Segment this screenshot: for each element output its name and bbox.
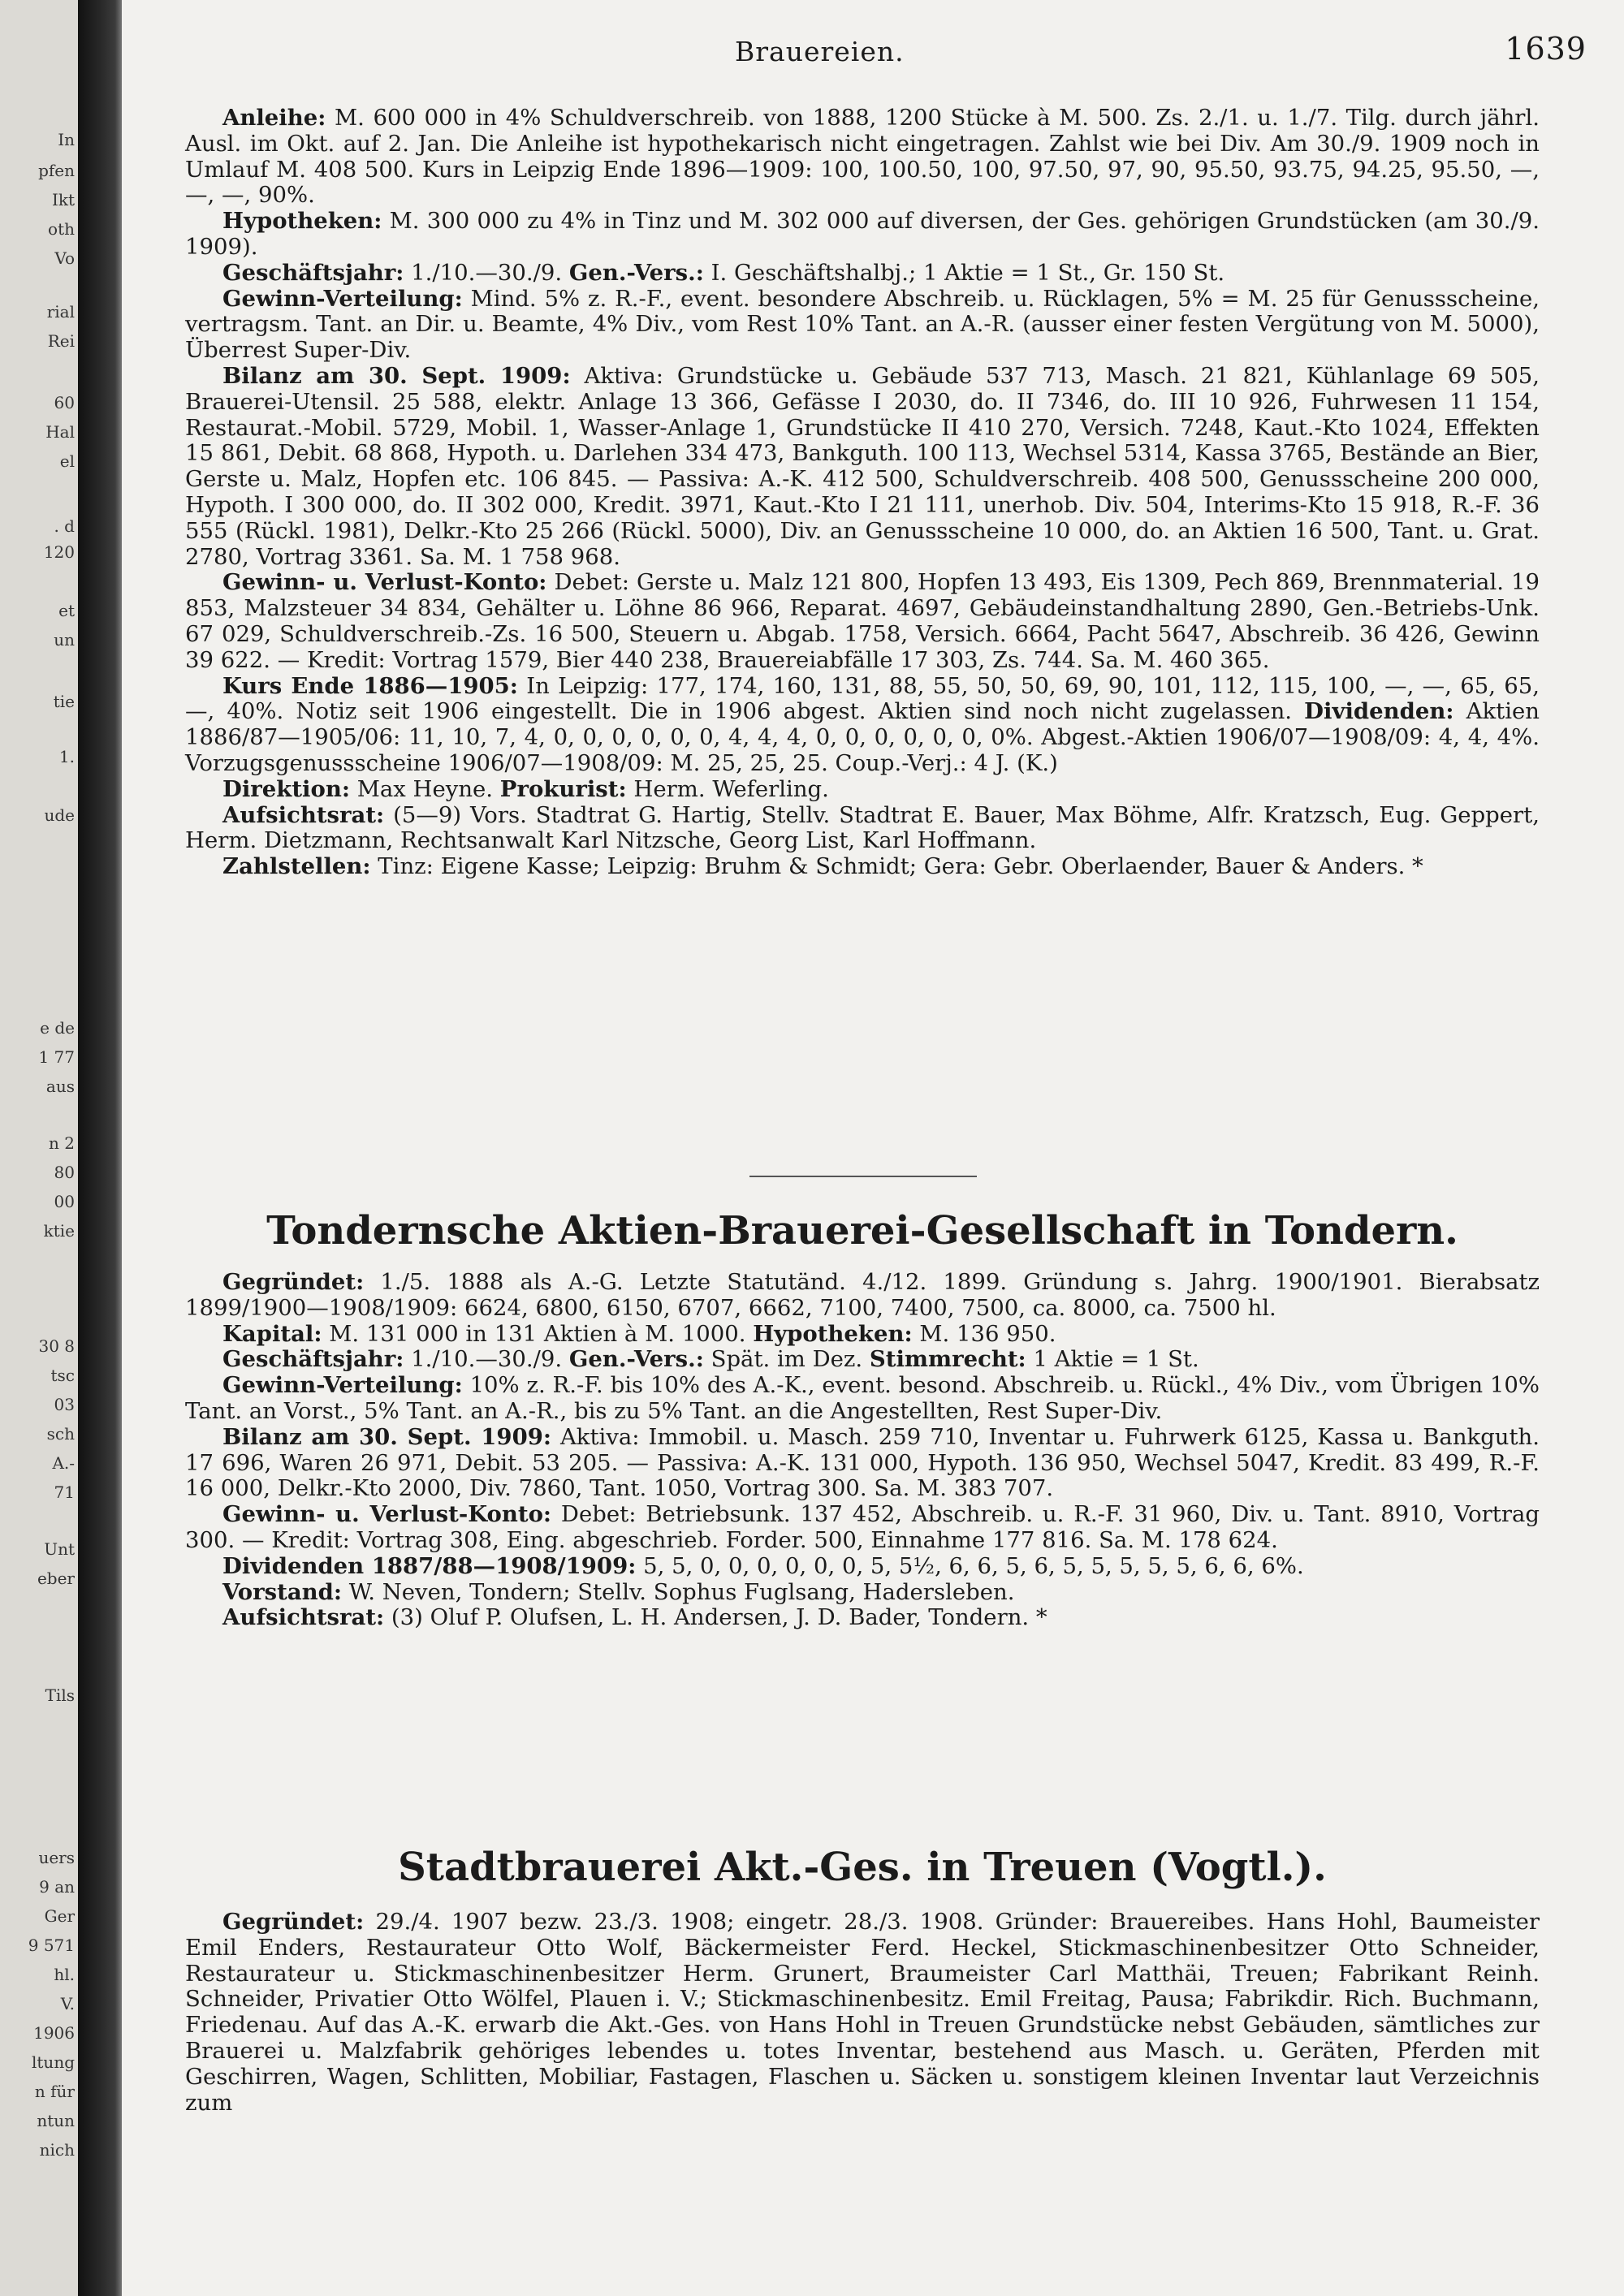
entry-paragraph [185, 674, 1540, 777]
margin-fragment: Ger [44, 1906, 75, 1926]
margin-fragment: Tils [45, 1685, 75, 1705]
entry-paragraph [185, 1910, 1540, 2116]
entry-paragraph [185, 106, 1540, 209]
field-text: Aktiva: Grundstücke u. Gebäude 537 713, Masch. 21 821, Kühlanlage 69 505, Brauerei-Utensil. 25 588, elektr. Anlage 13 366, Gefässe I 2030, do. II 7346, do. III 10 926, Fuhrwesen 11 154, Restaurat.-Mobil. 5729, Mobil. 1, Wasser-Anlage 1, Grundstücke II 410 270, Versich. 7248, Kaut.-Kto 1024, Effekten 15 861, Debit. 68 868, Hypoth. u. Darlehen 334 473, Bankguth. 100 113, Wechsel 5314, Kassa 3765, Bestände an Bier, Gerste u. Malz, Hopfen etc. 106 845. — Passiva: A.-K. 412 500, Schuldverschreib. 408 500, Genussscheine 200 000, Hypoth. I 300 000, do. II 302 000, Kredit. 3971, Kaut.-Kto I 21 111, unerhob. Div. 504, Interims-Kto 15 918, R.-F. 36 555 (Rückl. 1981), Delkr.-Kto 25 266 (Rückl. 5000), Div. an Genussscheine 10 000, do. an Aktien 16 500, Tant. u. Grat. 2780, Vortrag 3361. Sa. M. 1 758 968. [185, 362, 1540, 570]
field-text: M. 300 000 zu 4% in Tinz und M. 302 000 auf diversen, der Ges. gehörigen Grundstücken (am 30./9. 1909). [185, 208, 1540, 260]
margin-fragment: un [54, 630, 75, 650]
entry-paragraph [185, 854, 1540, 880]
margin-fragment: 60 [54, 393, 75, 412]
running-title: Brauereien. [735, 36, 905, 67]
field-label: Gen.-Vers.: [568, 259, 704, 286]
field-text: Debet: Betriebsunk. 137 452, Abschreib. u. R.-F. 31 960, Div. u. Tant. 8910, Vortrag 300. — Kredit: Vortrag 308, Eing. abgeschrieb. Forder. 500, Einnahme 177 816. Sa. M. 178 624. [185, 1501, 1540, 1553]
field-label: Bilanz am 30. Sept. 1909: [222, 362, 571, 389]
margin-fragment: Hal [45, 422, 75, 442]
field-text: Herm. Weferling. [626, 775, 829, 802]
margin-fragment: Vo [54, 248, 75, 268]
company-heading: Stadtbrauerei Akt.-Ges. in Treuen (Vogtl.). [398, 1845, 1327, 1890]
margin-fragment: nich [39, 2140, 75, 2160]
entry-paragraph [185, 287, 1540, 364]
field-label: Hypotheken: [222, 208, 382, 235]
entry-paragraph [185, 1373, 1540, 1425]
entry-paragraph [185, 1425, 1540, 1502]
entry-paragraph [185, 364, 1540, 570]
field-label: Aufsichtsrat: [222, 801, 385, 828]
field-label: Vorstand: [222, 1578, 343, 1605]
margin-fragment: 80 [54, 1163, 75, 1182]
book-page [122, 0, 1624, 2296]
field-label: Kurs Ende 1886—1905: [222, 672, 518, 699]
field-label: Gegründet: [222, 1909, 365, 1935]
field-label: Geschäftsjahr: [222, 259, 404, 286]
margin-fragment: pfen [38, 161, 75, 180]
field-text: Mind. 5% z. R.-F., event. besondere Abschreib. u. Rücklagen, 5% = M. 25 für Genussscheine, vertragsm. Tant. an Dir. u. Beamte, 4% Div., vom Rest 10% Tant. an A.-R. (ausser einer festen Vergütung von M. 5000), Überrest Super-Div. [185, 285, 1540, 364]
field-text: Debet: Gerste u. Malz 121 800, Hopfen 13 493, Eis 1309, Pech 869, Brennmaterial. 19 853, Malzsteuer 34 834, Gehälter u. Löhne 86 966, Reparat. 4697, Gebäudeinstandhaltung 2890, Gen.-Betriebs-Unk. 67 029, Schuldverschreib.-Zs. 16 500, Steuern u. Abgab. 1758, Versich. 6664, Pacht 5647, Abschreib. 36 426, Gewinn 39 622. — Kredit: Vortrag 1579, Bier 440 238, Brauereiabfälle 17 303, Zs. 744. Sa. M. 460 365. [185, 569, 1540, 673]
field-label: Gegründet: [222, 1269, 365, 1295]
field-text: 29./4. 1907 bezw. 23./3. 1908; eingetr. 28./3. 1908. Gründer: Brauereibes. Hans Hohl, Baumeister Emil Enders, Restaurateur Otto Wolf, Bäckermeister Ferd. Heckel, Stickmaschinenbesitzer Otto Schneider, Restaurateur u. Stickmaschinenbesitzer Herm. Grunert, Braumeister Carl Matthäi, Treuen; Fabrikant Reinh. Schneider, Privatier Otto Wölfel, Plauen i. V.; Stickmaschinenbesitz. Emil Freitag, Pausa; Fabrikdir. Rich. Buchmann, Friedenau. Auf das A.-K. erwarb die Akt.-Ges. von Hans Hohl in Treuen Grundstücke nebst Gebäuden, sämtliches zur Brauerei u. Malzfabrik gehöriges lebendes u. totes Inventar, bestehend aus Masch. u. Geräten, Pferden mit Geschirren, Wagen, Schlitten, Mobiliar, Fastagen, Flaschen u. Säcken u. sonstigem kleinen Inventar laut Verzeichnis zum [185, 1909, 1540, 2116]
entry-paragraph [185, 570, 1540, 673]
margin-fragment: Rei [47, 331, 75, 351]
margin-fragment: V. [60, 1994, 75, 2013]
margin-fragment: ktie [43, 1221, 75, 1241]
margin-fragment: tsc [50, 1366, 75, 1385]
field-text: Max Heyne. [349, 775, 500, 802]
margin-fragment: 03 [54, 1395, 75, 1414]
field-label: Gewinn-Verteilung: [222, 1372, 463, 1399]
entry-paragraph [185, 1270, 1540, 1322]
field-text: 1./10.—30./9. [404, 259, 569, 286]
section-divider [749, 1176, 977, 1177]
margin-fragment: el [59, 451, 75, 471]
field-label: Gewinn-Verteilung: [222, 285, 463, 312]
margin-fragment: uers [38, 1848, 75, 1867]
margin-fragment: In [58, 130, 75, 149]
entry-paragraph [185, 1580, 1540, 1606]
field-text: 1./5. 1888 als A.-G. Letzte Statutänd. 4./12. 1899. Gründung s. Jahrg. 1900/1901. Bierabsatz 1899/1900—1908/1909: 6624, 6800, 6150, 6707, 6662, 7100, 7400, 7500, ca. 8000, ca. 7500 hl. [185, 1269, 1540, 1321]
margin-fragment: et [58, 601, 75, 620]
margin-fragment: ltung [32, 2052, 75, 2072]
margin-fragment: 71 [54, 1482, 75, 1502]
margin-fragment: 1906 [33, 2023, 75, 2043]
field-text: Spät. im Dez. [703, 1346, 870, 1373]
field-label: Gewinn- u. Verlust-Konto: [222, 569, 547, 596]
margin-fragment: n für [34, 2082, 75, 2101]
margin-fragment: n 2 [49, 1133, 75, 1153]
field-text: I. Geschäftshalbj.; 1 Aktie = 1 St., Gr. 150 St. [703, 259, 1225, 286]
margin-fragment: Unt [44, 1539, 75, 1559]
field-text: 10% z. R.-F. bis 10% des A.-K., event. besond. Abschreib. u. Rückl., 4% Div., vom Übrigen 10% Tant. an Vorst., 5% Tant. an A.-R., bis zu 5% Tant. an die Angestellten, Rest Super-Div. [185, 1372, 1540, 1424]
field-text: M. 136 950. [912, 1320, 1056, 1347]
field-label: Bilanz am 30. Sept. 1909: [222, 1423, 551, 1450]
margin-fragment: 30 8 [38, 1336, 75, 1356]
entry-paragraph [185, 1554, 1540, 1580]
margin-fragment: ntun [37, 2111, 75, 2130]
field-label: Geschäftsjahr: [222, 1346, 404, 1373]
field-text: Aktiva: Immobil. u. Masch. 259 710, Inventar u. Fuhrwerk 6125, Kassa u. Bankguth. 17 696, Waren 26 971, Debit. 53 205. — Passiva: A.-K. 131 000, Hypoth. 136 950, Wechsel 5047, Kredit. 83 499, R.-F. 16 000, Delkr.-Kto 2000, Div. 7860, Tant. 1050, Vortrag 300. Sa. M. 383 707. [185, 1423, 1540, 1502]
adjacent-page-strip [0, 0, 78, 2296]
entry-paragraph [185, 1605, 1540, 1631]
field-text: Tinz: Eigene Kasse; Leipzig: Bruhm & Schmidt; Gera: Gebr. Oberlaender, Bauer & Anders. * [370, 853, 1423, 880]
entry-paragraph [185, 777, 1540, 803]
field-text: M. 131 000 in 131 Aktien à M. 1000. [322, 1320, 754, 1347]
margin-fragment: 1 77 [38, 1047, 75, 1067]
entry-paragraph [185, 1322, 1540, 1348]
margin-fragment: e de [40, 1018, 75, 1038]
field-label: Gewinn- u. Verlust-Konto: [222, 1501, 552, 1528]
company-heading: Tondernsche Aktien-Brauerei-Gesellschaft in Tondern. [266, 1208, 1458, 1254]
entry-paragraph [185, 209, 1540, 261]
field-text: 1./10.—30./9. [404, 1346, 569, 1373]
book-spine-shadow [78, 0, 122, 2296]
margin-fragment: rial [46, 302, 75, 322]
field-text: M. 600 000 in 4% Schuldverschreib. von 1888, 1200 Stücke à M. 500. Zs. 2./1. u. 1./7. Tilg. durch jährl. Ausl. im Okt. auf 2. Jan. Die Anleihe ist hypothekarisch nicht eingetragen. Zahlst wie bei Div. Am 30./9. 1909 noch in Umlauf M. 408 500. Kurs in Leipzig Ende 1896—1909: 100, 100.50, 100, 97.50, 97, 90, 95.50, 93.75, 94.25, 95.50, —, —, —, 90%. [185, 105, 1540, 209]
field-label: Prokurist: [499, 775, 627, 802]
margin-fragment: 1. [58, 747, 75, 766]
field-label: Stimmrecht: [869, 1346, 1026, 1373]
margin-fragment: ude [44, 805, 75, 825]
margin-fragment: sch [46, 1424, 75, 1444]
entry-tondern [185, 1270, 1540, 1631]
field-label: Aufsichtsrat: [222, 1604, 385, 1631]
entry-treuen [185, 1910, 1540, 2116]
margin-fragment: . d [54, 516, 75, 536]
margin-fragment: A.- [52, 1453, 75, 1473]
margin-fragment: tie [53, 692, 75, 711]
margin-fragment: aus [45, 1077, 75, 1096]
margin-fragment: 9 571 [28, 1936, 75, 1955]
field-text: (5—9) Vors. Stadtrat G. Hartig, Stellv. Stadtrat E. Bauer, Max Böhme, Alfr. Kratzsch, Eug. Geppert, Herm. Dietzmann, Rechtsanwalt Karl Nitzsche, Georg List, Karl Hoffmann. [185, 801, 1540, 854]
entry-paragraph [185, 261, 1540, 287]
field-text: 1 Aktie = 1 St. [1026, 1346, 1199, 1373]
field-label: Direktion: [222, 775, 350, 802]
field-label: Dividenden 1887/88—1908/1909: [222, 1552, 637, 1579]
field-text: Aktien 1886/87—1905/06: 11, 10, 7, 4, 0, 0, 0, 0, 0, 0, 4, 4, 4, 0, 0, 0, 0, 0, 0, 0%. Abgest.-Aktien 1906/07—1908/09: 4, 4, 4%. Vorzugsgenussscheine 1906/07—1908/09: M. 25, 25, 25. Coup.-Verj.: 4 J. (K.) [185, 698, 1540, 776]
entry-paragraph [185, 1347, 1540, 1373]
margin-fragment: 120 [43, 542, 75, 562]
margin-fragment: eber [37, 1569, 75, 1588]
field-text: (3) Oluf P. Olufsen, L. H. Andersen, J. D. Bader, Tondern. * [384, 1604, 1047, 1631]
margin-fragment: oth [48, 219, 75, 239]
field-label: Anleihe: [222, 105, 326, 131]
field-label: Zahlstellen: [222, 853, 371, 880]
field-label: Hypotheken: [753, 1320, 913, 1347]
margin-fragment: 00 [54, 1192, 75, 1211]
margin-fragment: Ikt [51, 190, 75, 209]
entry-paragraph [185, 1502, 1540, 1554]
margin-fragment: 9 an [39, 1877, 75, 1897]
margin-fragment: hl. [54, 1965, 75, 1984]
field-text: W. Neven, Tondern; Stellv. Sophus Fuglsang, Hadersleben. [342, 1578, 1015, 1605]
field-text: 5, 5, 0, 0, 0, 0, 0, 0, 5, 5½, 6, 6, 5, 6, 5, 5, 5, 5, 5, 6, 6, 6%. [636, 1552, 1304, 1579]
field-label: Gen.-Vers.: [568, 1346, 704, 1373]
entry-paragraph [185, 803, 1540, 855]
entry-continuation [185, 106, 1540, 880]
page-number: 1639 [1505, 31, 1587, 67]
field-label: Kapital: [222, 1320, 322, 1347]
field-text: In Leipzig: 177, 174, 160, 131, 88, 55, 50, 50, 69, 90, 101, 112, 115, 100, —, —, 65, 65, —, 40%. Notiz seit 1906 eingestellt. Die in 1906 abgest. Aktien sind noch nicht zugelassen. [185, 672, 1540, 725]
field-label: Dividenden: [1304, 698, 1454, 725]
